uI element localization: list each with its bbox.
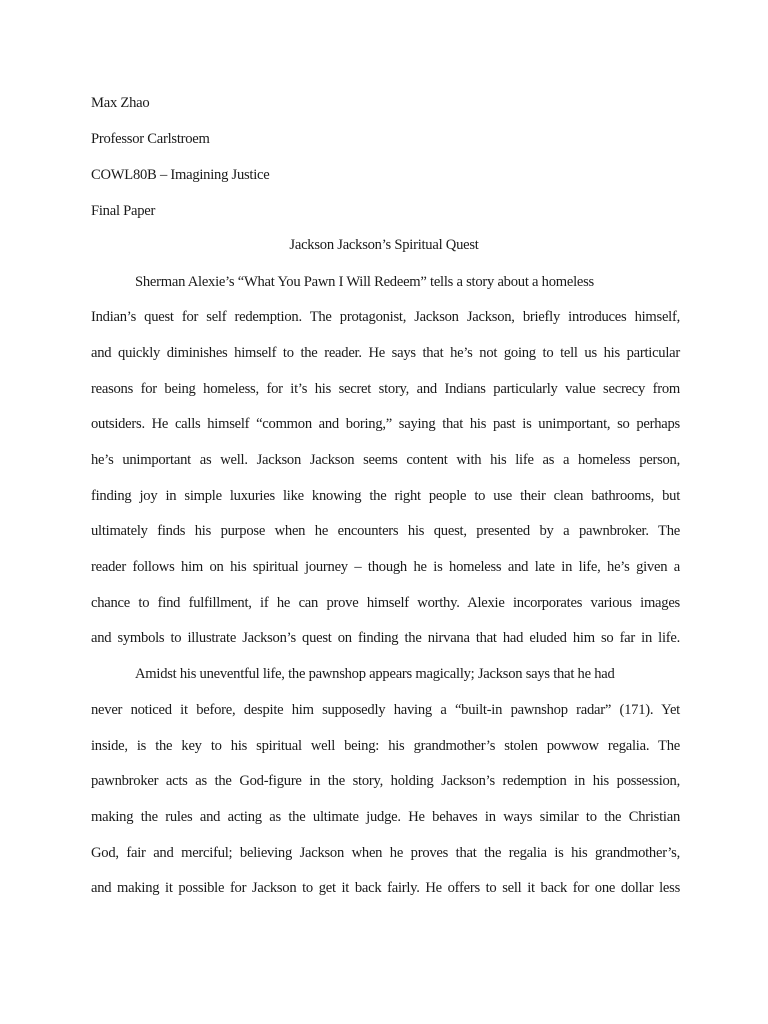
course-name: COWL80B – Imagining Justice	[91, 167, 270, 183]
paragraph-line: ultimately finds his purpose when he encounters his quest, presented by a pawnbroker. The	[91, 523, 680, 539]
paragraph-line: reader follows him on his spiritual journey – though he is homeless and late in life, he’s given a	[91, 559, 680, 575]
paragraph-line: God, fair and merciful; believing Jackson when he proves that the regalia is his grandmother’s,	[91, 845, 680, 861]
paragraph-line: chance to find fulfillment, if he can prove himself worthy. Alexie incorporates various images	[91, 595, 680, 611]
paragraph-line: and quickly diminishes himself to the reader. He says that he’s not going to tell us his particular	[91, 345, 680, 361]
paragraph-line: making the rules and acting as the ultimate judge. He behaves in ways similar to the Christian	[91, 809, 680, 825]
paragraph-line: Amidst his uneventful life, the pawnshop appears magically; Jackson says that he had	[135, 666, 615, 682]
paragraph-line: and making it possible for Jackson to get it back fairly. He offers to sell it back for one dollar less	[91, 880, 680, 896]
paper-title: Jackson Jackson’s Spiritual Quest	[289, 237, 479, 253]
paragraph-line: Sherman Alexie’s “What You Pawn I Will Redeem” tells a story about a homeless	[135, 274, 594, 290]
paragraph-line: and symbols to illustrate Jackson’s quest on finding the nirvana that had eluded him so far in life.	[91, 630, 680, 646]
paragraph-line: inside, is the key to his spiritual well being: his grandmother’s stolen powwow regalia. The	[91, 738, 680, 754]
paragraph-line: reasons for being homeless, for it’s his secret story, and Indians particularly value secrecy from	[91, 381, 680, 397]
assignment-label: Final Paper	[91, 203, 156, 219]
author-name: Max Zhao	[91, 95, 150, 111]
paragraph-line: never noticed it before, despite him supposedly having a “built-in pawnshop radar” (171). Yet	[91, 702, 680, 718]
paragraph-line: he’s unimportant as well. Jackson Jackson seems content with his life as a homeless person,	[91, 452, 680, 468]
paragraph-line: finding joy in simple luxuries like knowing the right people to use their clean bathrooms, but	[91, 488, 680, 504]
professor-name: Professor Carlstroem	[91, 131, 210, 147]
paragraph-line: Indian’s quest for self redemption. The protagonist, Jackson Jackson, briefly introduces himself,	[91, 309, 680, 325]
paragraph-line: pawnbroker acts as the God-figure in the story, holding Jackson’s redemption in his possession,	[91, 773, 680, 789]
paragraph-line: outsiders. He calls himself “common and boring,” saying that his past is unimportant, so perhaps	[91, 416, 680, 432]
